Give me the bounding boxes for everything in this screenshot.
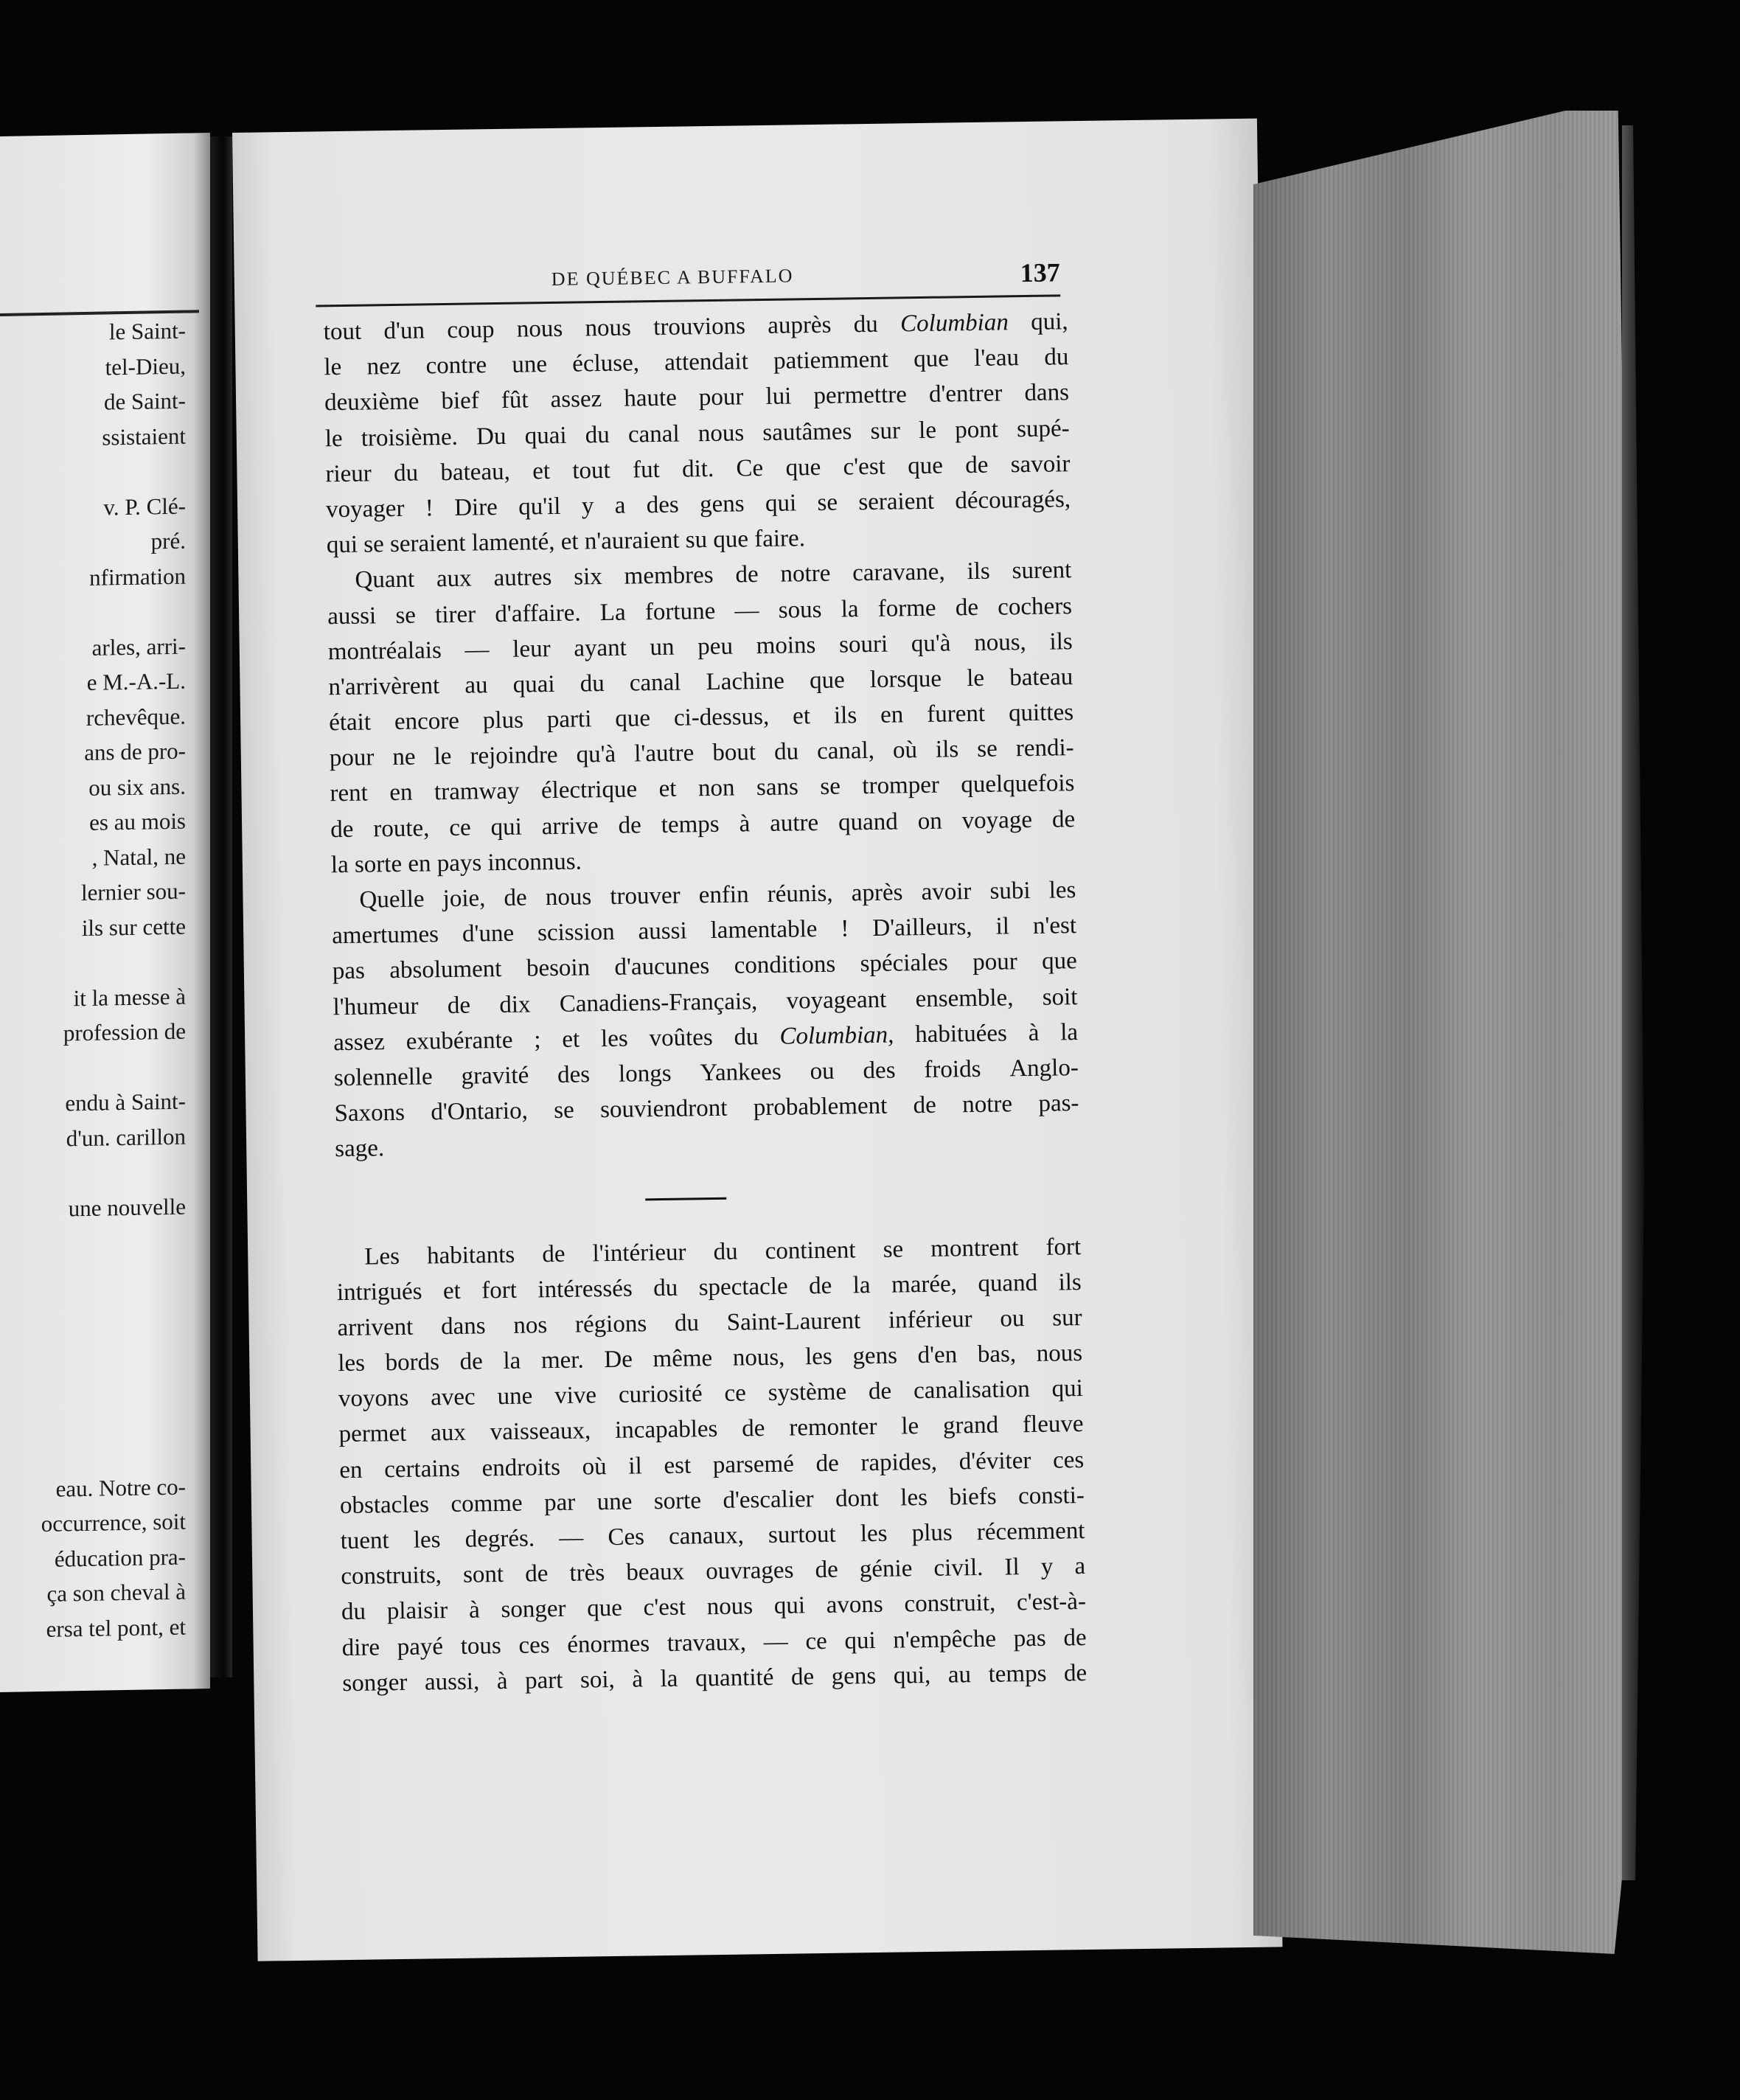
- left-page-line: it la messe à: [73, 983, 186, 1011]
- text-line: construits, sont de très beaux ouvrages de génie civil. Il y a: [341, 1553, 1086, 1590]
- text-line: était encore plus parti que ci-dessus, et ils en furent quittes: [328, 699, 1074, 737]
- left-page-line: ils sur cette: [81, 913, 186, 941]
- left-page: [0, 133, 210, 1692]
- text-line: permet aux vaisseaux, incapables de remonter le grand fleuve: [338, 1411, 1084, 1448]
- page-edges: [1253, 111, 1629, 1954]
- text-line: montréalais — leur ayant un peu moins souri qu'à nous, ils: [327, 627, 1073, 665]
- left-page-line: lernier sou-: [80, 877, 186, 906]
- page-header-title: DE QUÉBEC A BUFFALO: [551, 265, 794, 290]
- text-line: Saxons d'Ontario, se souviendront probablement de notre pas-: [334, 1090, 1079, 1127]
- left-page-line: ou six ans.: [88, 773, 186, 801]
- left-page-line: ans de pro-: [84, 737, 186, 766]
- page-number: 137: [1020, 257, 1061, 288]
- book-page: [232, 119, 1282, 1961]
- left-page-line: nfirmation: [89, 563, 186, 591]
- text-line: rent en tramway électrique et non sans se tromper quelquefois: [330, 770, 1075, 807]
- text-line: voyager ! Dire qu'il y a des gens qui se seraient découragés,: [325, 486, 1071, 524]
- text-line: Les habitants de l'intérieur du continent se montrent fort: [364, 1233, 1082, 1270]
- text-line: solennelle gravité des longs Yankees ou des froids Anglo-: [333, 1054, 1079, 1092]
- text-line: Quelle joie, de nous trouver enfin réunis, après avoir subi les: [359, 877, 1076, 914]
- text-line: en certains endroits où il est parsemé de rapides, d'éviter ces: [339, 1446, 1085, 1484]
- text-line: le troisième. Du quai du canal nous sautâmes sur le pont supé-: [324, 414, 1070, 452]
- paragraph: [336, 1229, 1088, 1701]
- text-line: amertumes d'une scission aussi lamentable ! D'ailleurs, il n'est: [331, 912, 1077, 950]
- page-content: [323, 257, 1088, 1697]
- text-line: intrigués et fort intéressés du spectacle de la marée, quand ils: [336, 1268, 1082, 1306]
- text-line: deuxième bief fût assez haute pour lui permettre d'entrer dans: [324, 379, 1070, 417]
- book-edge-shadow: [1622, 125, 1644, 1880]
- left-page-line: de Saint-: [103, 387, 186, 415]
- text-line: songer aussi, à part soi, à la quantité de gens qui, au temps de: [342, 1659, 1088, 1697]
- text-line: assez exubérante ; et les voûtes du Columbian, habituées à la: [333, 1018, 1079, 1056]
- paragraph: [323, 304, 1071, 563]
- text-line: pour ne le rejoindre qu'à l'autre bout du canal, où ils se rendi-: [329, 734, 1074, 772]
- text-line: sage.: [335, 1135, 385, 1163]
- left-page-line: éducation pra-: [54, 1543, 186, 1572]
- text-line: rieur du bateau, et tout fut dit. Ce que c'est que de savoir: [325, 450, 1071, 488]
- text-line: du plaisir à songer que c'est nous qui avons construit, c'est-à-: [341, 1588, 1087, 1626]
- left-page-line: profession de: [63, 1018, 186, 1046]
- left-page-line: ça son cheval à: [46, 1578, 186, 1607]
- text-line: qui se seraient lamenté, et n'auraient su que faire.: [326, 525, 806, 559]
- left-page-line: tel-Dieu,: [105, 352, 186, 380]
- text-line: pas absolument besoin d'aucunes conditions spéciales pour que: [332, 948, 1078, 985]
- left-page-rule: [0, 310, 199, 316]
- left-page-line: , Natal, ne: [91, 843, 186, 871]
- section-divider: [645, 1197, 726, 1200]
- text-line: tuent les degrés. — Ces canaux, surtout les plus récemment: [340, 1517, 1085, 1555]
- left-page-line: e M.-A.-L.: [86, 667, 186, 695]
- left-page-text: [0, 317, 199, 1642]
- left-page-line: rchevêque.: [86, 703, 186, 731]
- text-line: tout d'un coup nous nous trouvions auprès du Columbian qui,: [323, 308, 1068, 346]
- running-head: [323, 257, 1061, 301]
- left-page-line: ersa tel pont, et: [46, 1613, 186, 1642]
- left-page-line: v. P. Clé-: [103, 493, 186, 521]
- left-page-line: endu à Saint-: [65, 1088, 186, 1116]
- left-page-line: arles, arri-: [91, 633, 186, 661]
- left-page-line: pré.: [150, 527, 186, 554]
- text-line: la sorte en pays inconnus.: [330, 848, 582, 879]
- text-line: obstacles comme par une sorte d'escalier dont les biefs consti-: [339, 1481, 1085, 1519]
- left-page-line: d'un. carillon: [66, 1123, 186, 1151]
- left-page-line: ssistaient: [102, 423, 186, 451]
- text-line: Quant aux autres six membres de notre caravane, ils surent: [355, 557, 1072, 594]
- text-line: les bords de la mer. De même nous, les gens d'en bas, nous: [338, 1340, 1083, 1377]
- left-page-line: occurrence, soit: [41, 1508, 186, 1537]
- text-line: n'arrivèrent au quai du canal Lachine que lorsque le bateau: [328, 664, 1073, 701]
- book-gutter: [210, 136, 232, 1677]
- left-page-line: eau. Notre co-: [55, 1473, 186, 1502]
- left-page-line: es au mois: [89, 807, 186, 835]
- left-page-line: une nouvelle: [68, 1193, 186, 1221]
- body-text: [323, 304, 1087, 1701]
- text-line: de route, ce qui arrive de temps à autre quand on voyage de: [330, 805, 1076, 843]
- text-line: le nez contre une écluse, attendait patiemment que l'eau du: [324, 344, 1069, 381]
- paragraph: [331, 872, 1079, 1167]
- text-line: voyons avec une vive curiosité ce système de canalisation qui: [338, 1375, 1084, 1413]
- text-line: dire payé tous ces énormes travaux, — ce qui n'empêche pas de: [341, 1624, 1087, 1661]
- text-line: arrivent dans nos régions du Saint-Laurent inférieur ou sur: [337, 1304, 1082, 1342]
- text-line: l'humeur de dix Canadiens-Français, voyageant ensemble, soit: [333, 983, 1078, 1021]
- left-page-line: le Saint-: [108, 317, 186, 345]
- text-line: aussi se tirer d'affaire. La fortune — sous la forme de cochers: [327, 592, 1073, 630]
- paragraph: [327, 552, 1076, 883]
